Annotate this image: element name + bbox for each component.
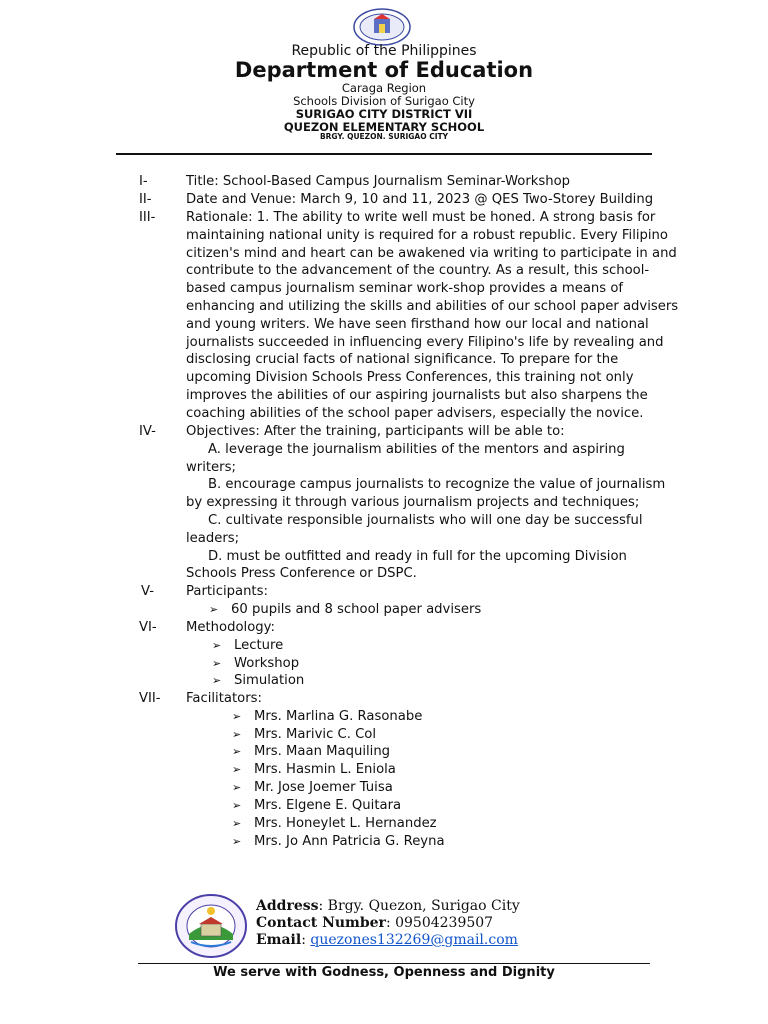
republic-heading: Republic of the Philippines [291, 43, 477, 59]
rationale-line: improves the abilities of our aspiring journalists but also sharpens the [186, 387, 648, 403]
facilitator-item: ➢ Mrs. Maan Maquiling [232, 744, 391, 759]
rationale-line: enhancing and utilizing the skills and abilities of our school paper advisers [186, 298, 679, 314]
section-number: IV- [139, 424, 156, 439]
arrow-bullet-icon: ➢ [232, 745, 242, 758]
arrow-bullet-icon: ➢ [209, 603, 219, 616]
objective-b-cont: by expressing it through various journalism projects and techniques; [186, 495, 640, 511]
objective-c-cont: leaders; [186, 530, 240, 546]
email-line: Email: quezones132269@gmail.com [256, 932, 518, 948]
section-number: VII- [139, 691, 161, 706]
methodology-item: ➢ Lecture [212, 638, 284, 653]
participants-item: ➢ 60 pupils and 8 school paper advisers [209, 602, 482, 617]
facilitators-label: Facilitators: [186, 691, 262, 706]
rationale-line: and young writers. We have seen firsthand how our local and national [186, 316, 649, 332]
section-number: III- [139, 210, 156, 225]
methodology-label: Methodology: [186, 620, 275, 635]
objective-d: D. must be outfitted and ready in full for the upcoming Division [208, 548, 627, 564]
rationale-line: citizen's mind and heart can be awakened via writing to participate in and [186, 245, 677, 261]
facilitator-item: ➢ Mrs. Marivic C. Col [232, 727, 377, 742]
rationale-line: contribute to the advancement of the country. As a result, this school- [186, 263, 650, 279]
rationale-line: disclosing crucial facts of national significance. To prepare for the [186, 352, 619, 368]
facilitator-item: ➢ Mr. Jose Joemer Tuisa [232, 780, 393, 795]
section-number: II- [139, 192, 152, 207]
arrow-bullet-icon: ➢ [232, 781, 242, 794]
rationale-line: based campus journalism seminar work-shop provides a means of [186, 281, 624, 297]
deped-seal-logo [353, 8, 411, 46]
facilitator-item: ➢ Mrs. Elgene E. Quitara [232, 798, 402, 813]
contact-block [256, 898, 520, 949]
rationale-paragraph [186, 209, 679, 423]
objective-a: A. leverage the journalism abilities of the mentors and aspiring [208, 441, 625, 457]
arrow-bullet-icon: ➢ [232, 817, 242, 830]
date-venue-line: Date and Venue: March 9, 10 and 11, 2023 @ QES Two-Storey Building [186, 192, 654, 207]
facilitator-item: ➢ Mrs. Honeylet L. Hernandez [232, 816, 437, 831]
participants-label: Participants: [186, 584, 268, 599]
objective-b: B. encourage campus journalists to recognize the value of journalism [208, 477, 666, 493]
facilitator-item: ➢ Mrs. Hasmin L. Eniola [232, 762, 396, 777]
barangay-heading: BRGY. QUEZON. SURIGAO CITY [319, 132, 449, 141]
contact-number-line: Contact Number: 09504239507 [256, 915, 494, 931]
email-link[interactable]: quezones132269@gmail.com [310, 932, 518, 948]
district-heading: SURIGAO CITY DISTRICT VII [295, 107, 473, 121]
rationale-line: upcoming Division Schools Press Conferences, this training not only [186, 370, 634, 386]
facilitator-item: ➢ Mrs. Jo Ann Patricia G. Reyna [232, 834, 445, 849]
objectives-block [186, 423, 666, 583]
arrow-bullet-icon: ➢ [212, 674, 222, 687]
rationale-line: journalists succeeded in influencing every Filipino's life by revealing and [186, 334, 664, 350]
rationale-line: coaching abilities of the school paper advisers, especially the novice. [186, 405, 644, 421]
region-heading: Caraga Region [341, 81, 427, 95]
arrow-bullet-icon: ➢ [232, 799, 242, 812]
division-heading: Schools Division of Surigao City [293, 94, 475, 108]
objective-d-cont: Schools Press Conference or DSPC. [186, 566, 417, 582]
rationale-line: Rationale: 1. The ability to write well must be honed. A strong basis for [186, 210, 656, 225]
section-number: V- [141, 584, 155, 599]
objectives-intro: Objectives: After the training, participants will be able to: [186, 424, 565, 439]
arrow-bullet-icon: ➢ [232, 728, 242, 741]
methodology-item: ➢ Simulation [212, 673, 305, 688]
arrow-bullet-icon: ➢ [212, 639, 222, 652]
footer-divider [138, 963, 650, 964]
arrow-bullet-icon: ➢ [232, 835, 242, 848]
methodology-item: ➢ Workshop [212, 656, 300, 671]
header-divider [116, 153, 652, 155]
arrow-bullet-icon: ➢ [212, 657, 222, 670]
school-heading: QUEZON ELEMENTARY SCHOOL [283, 120, 485, 134]
address-line: Address: Brgy. Quezon, Surigao City [256, 898, 520, 914]
school-motto: We serve with Godness, Openness and Dignity [213, 965, 555, 980]
department-heading: Department of Education [234, 58, 534, 82]
rationale-line: maintaining national unity is required for a robust republic. Every Filipino [186, 227, 668, 243]
arrow-bullet-icon: ➢ [232, 763, 242, 776]
title-line: Title: School-Based Campus Journalism Seminar-Workshop [186, 174, 571, 189]
objective-c: C. cultivate responsible journalists who will one day be successful [208, 512, 643, 528]
objective-a-cont: writers; [186, 459, 236, 475]
section-number: VI- [139, 620, 157, 635]
arrow-bullet-icon: ➢ [232, 710, 242, 723]
facilitator-item: ➢ Mrs. Marlina G. Rasonabe [232, 709, 423, 724]
school-logo [175, 894, 247, 958]
section-number: I- [139, 174, 148, 189]
